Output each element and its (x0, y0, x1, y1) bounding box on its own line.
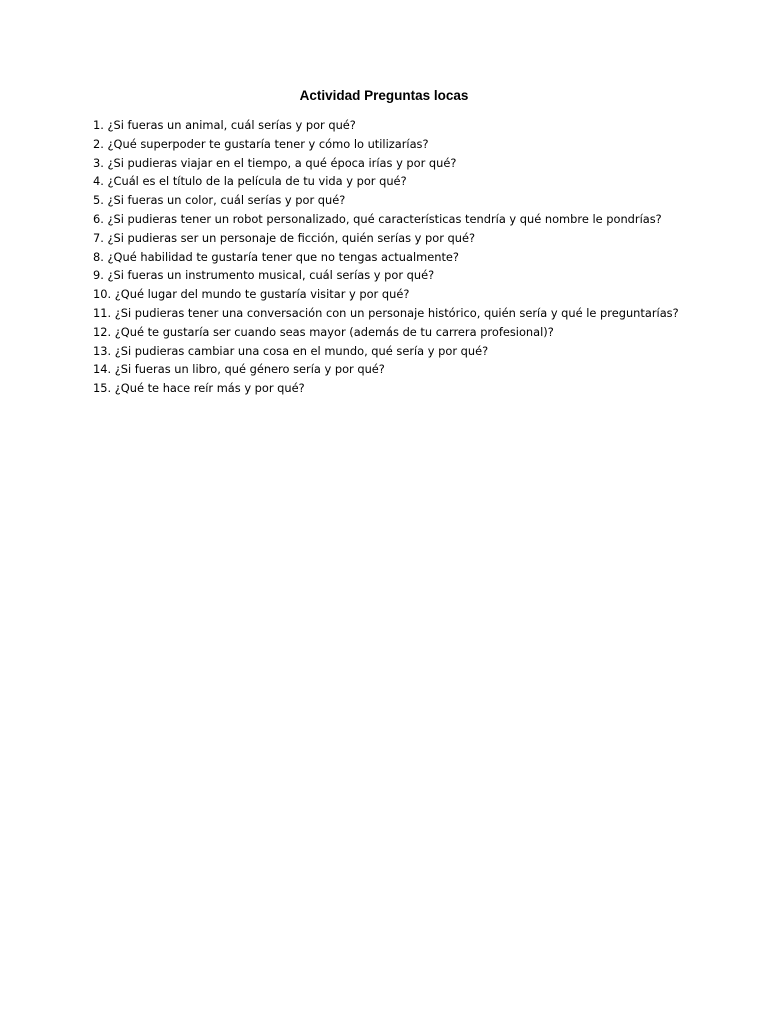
question-item: 15. ¿Qué te hace reír más y por qué? (93, 381, 305, 396)
question-item: 6. ¿Si pudieras tener un robot personalizado, qué características tendría y qué nombre le pondrías? (93, 211, 662, 226)
question-item: 12. ¿Qué te gustaría ser cuando seas mayor (además de tu carrera profesional)? (93, 324, 554, 339)
question-item: 11. ¿Si pudieras tener una conversación con un personaje histórico, quién sería y qué le preguntarías? (93, 305, 679, 320)
question-item: 8. ¿Qué habilidad te gustaría tener que no tengas actualmente? (93, 249, 459, 264)
question-item: 1. ¿Si fueras un animal, cuál serías y por qué? (93, 118, 356, 132)
question-item: 14. ¿Si fueras un libro, qué género sería y por qué? (93, 362, 385, 377)
question-item: 2. ¿Qué superpoder te gustaría tener y cómo lo utilizarías? (93, 136, 429, 151)
question-item: 13. ¿Si pudieras cambiar una cosa en el mundo, qué sería y por qué? (93, 343, 489, 358)
question-item: 5. ¿Si fueras un color, cuál serías y por qué? (93, 193, 346, 208)
question-item: 3. ¿Si pudieras viajar en el tiempo, a qué época irías y por qué? (93, 155, 457, 170)
document-title: Actividad Preguntas locas (299, 88, 469, 103)
question-list (93, 116, 683, 398)
question-item: 4. ¿Cuál es el título de la película de tu vida y por qué? (93, 174, 407, 189)
question-item: 9. ¿Si fueras un instrumento musical, cuál serías y por qué? (93, 268, 435, 283)
question-item: 10. ¿Qué lugar del mundo te gustaría visitar y por qué? (93, 287, 410, 302)
question-item: 7. ¿Si pudieras ser un personaje de ficción, quién serías y por qué? (93, 230, 476, 245)
